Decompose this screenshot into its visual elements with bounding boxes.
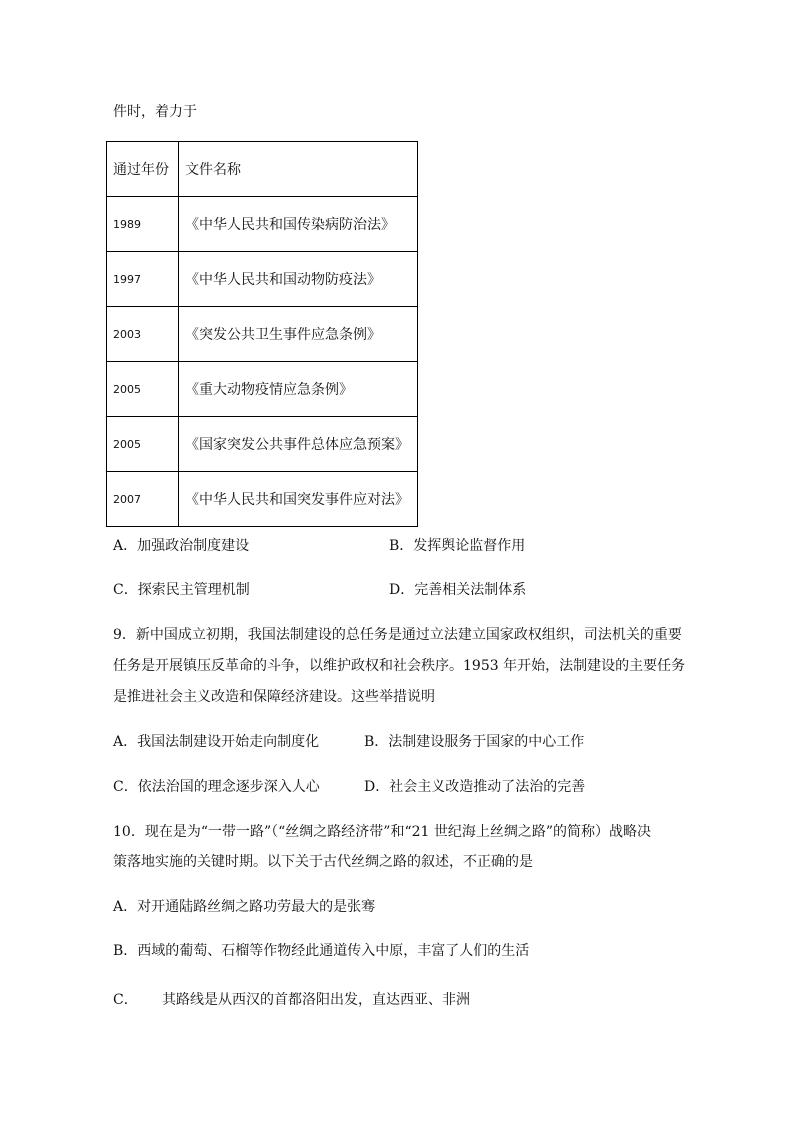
row-year: 2005 — [107, 417, 179, 472]
table-row — [107, 472, 418, 527]
q8-option-a: A．加强政治制度建设 — [113, 538, 250, 554]
q9-option-d: D．社会主义改造推动了法治的完善 — [364, 779, 586, 795]
table-row — [107, 252, 418, 307]
row-name: 《中华人民共和国传染病防治法》 — [179, 197, 418, 252]
q9-stem-line-3: 是推进社会主义改造和保障经济建设。这些举措说明 — [113, 689, 435, 705]
row-name: 《国家突发公共事件总体应急预案》 — [179, 417, 418, 472]
q9-stem-line-1: 9．新中国成立初期，我国法制建设的总任务是通过立法建立国家政权组织，司法机关的重要 — [113, 627, 682, 643]
row-name: 《重大动物疫情应急条例》 — [179, 362, 418, 417]
q10-option-b: B．西域的葡萄、石榴等作物经此通道传入中原，丰富了人们的生活 — [113, 943, 530, 959]
q9-stem-line-2: 任务是开展镇压反革命的斗争，以维护政权和社会秩序。1953 年开始，法制建设的主要任务 — [113, 658, 686, 674]
table-row — [107, 197, 418, 252]
q10-option-c-text: 其路线是从西汉的首都洛阳出发，直达西亚、非洲 — [162, 992, 470, 1008]
q10-stem-line-2: 策落地实施的关键时期。以下关于古代丝绸之路的叙述，不正确的是 — [113, 854, 533, 870]
laws-table — [106, 141, 418, 527]
table-header-row — [107, 142, 418, 197]
row-year: 2005 — [107, 362, 179, 417]
table-row — [107, 307, 418, 362]
row-year: 2003 — [107, 307, 179, 362]
row-name: 《突发公共卫生事件应急条例》 — [179, 307, 418, 362]
q9-option-c: C．依法治国的理念逐步深入人心 — [113, 779, 320, 795]
table-row — [107, 362, 418, 417]
q8-option-b: B．发挥舆论监督作用 — [389, 538, 526, 554]
q10-option-a: A．对开通陆路丝绸之路功劳最大的是张骞 — [113, 899, 376, 915]
row-year: 1989 — [107, 197, 179, 252]
row-name: 《中华人民共和国动物防疫法》 — [179, 252, 418, 307]
row-year: 1997 — [107, 252, 179, 307]
q9-option-a: A．我国法制建设开始走向制度化 — [113, 734, 320, 750]
header-year: 通过年份 — [107, 142, 179, 197]
q10-option-c-label: C． — [113, 992, 138, 1008]
row-name: 《中华人民共和国突发事件应对法》 — [179, 472, 418, 527]
header-name: 文件名称 — [179, 142, 418, 197]
intro-text: 件时，着力于 — [113, 104, 197, 120]
q9-option-b: B．法制建设服务于国家的中心工作 — [364, 734, 585, 750]
q8-option-d: D．完善相关法制体系 — [389, 582, 527, 598]
q8-option-c: C．探索民主管理机制 — [113, 582, 250, 598]
table-row — [107, 417, 418, 472]
row-year: 2007 — [107, 472, 179, 527]
q10-stem-line-1: 10．现在是为“一带一路”（“丝绸之路经济带”和“21 世纪海上丝绸之路”的简称）战略决 — [113, 824, 652, 840]
